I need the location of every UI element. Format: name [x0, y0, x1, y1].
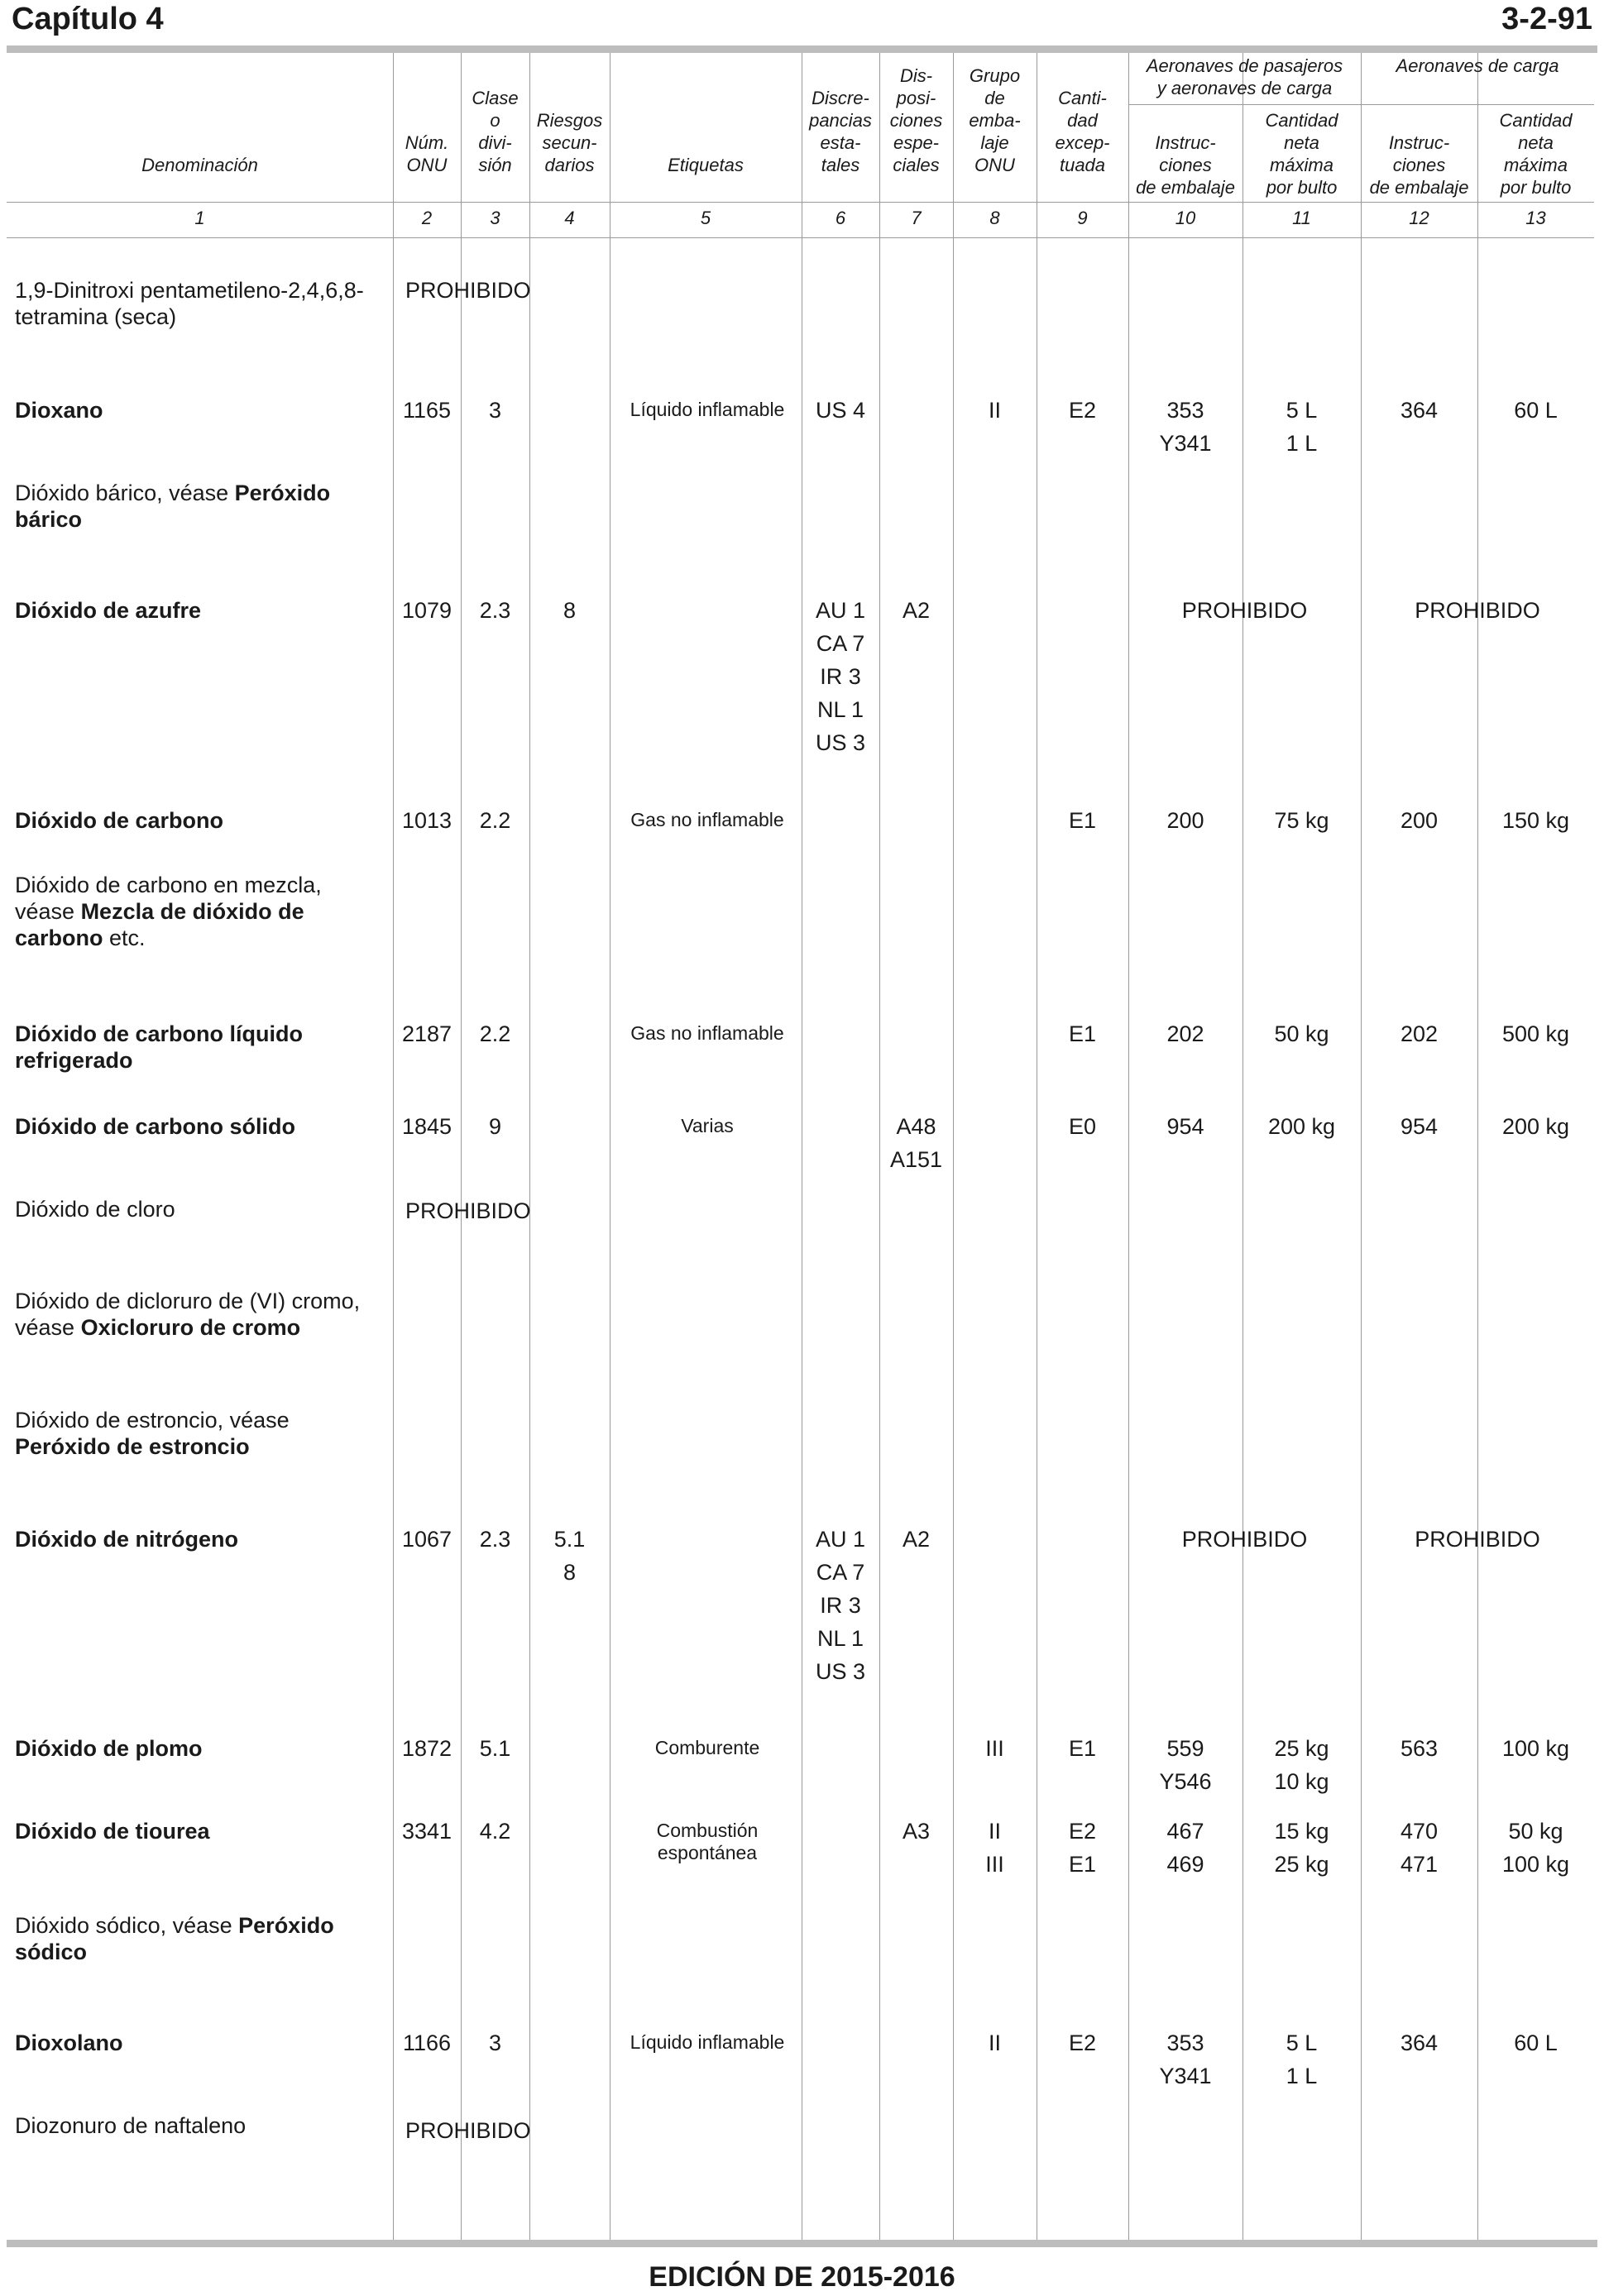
subsidiary-risk: 8	[563, 598, 577, 623]
class-division: 5.1	[479, 1736, 511, 1761]
column-divider	[1361, 53, 1362, 2240]
header-group-rule	[1128, 104, 1594, 105]
packing-instruction-pax: 467	[1166, 1819, 1204, 1844]
column-number-rule	[7, 237, 1594, 238]
max-quantity-cargo: 60 L	[1514, 2031, 1558, 2055]
column-number: 7	[911, 208, 922, 228]
max-quantity-pax: 15 kg	[1274, 1819, 1329, 1844]
column-number: 5	[700, 208, 711, 228]
excepted-quantity: E2	[1068, 398, 1097, 423]
max-quantity-cargo: 50 kg	[1508, 1819, 1563, 1844]
packing-instruction-pax: 353	[1166, 2031, 1204, 2055]
packing-instruction-cargo: 563	[1400, 1736, 1439, 1761]
max-quantity-pax: 10 kg	[1274, 1769, 1329, 1794]
class-division: 4.2	[479, 1819, 511, 1844]
special-provision: A48	[896, 1114, 936, 1139]
max-quantity-cargo: 100 kg	[1501, 1736, 1570, 1761]
subsidiary-risk: 5.1	[553, 1527, 586, 1552]
subsidiary-risk: 8	[563, 1560, 577, 1585]
label-text: Combustión espontánea	[656, 1820, 759, 1863]
onu-number: 1872	[401, 1736, 452, 1761]
packing-instruction-cargo: 470	[1400, 1819, 1439, 1844]
packing-group: III	[985, 1736, 1004, 1761]
class-division: 2.2	[479, 1021, 511, 1046]
column-divider	[1128, 53, 1129, 2240]
excepted-quantity: E0	[1068, 1114, 1097, 1139]
state-variation: AU 1	[815, 598, 866, 623]
max-quantity-cargo: 150 kg	[1501, 808, 1570, 833]
packing-group: II	[988, 398, 1001, 423]
header-discrepancias: Discre- pancias esta- tales	[809, 88, 872, 175]
max-quantity-pax: 1 L	[1286, 431, 1318, 456]
row-name: Dióxido de carbono sólido	[15, 1114, 296, 1139]
packing-group: II	[988, 1819, 1001, 1844]
column-number: 13	[1525, 208, 1546, 228]
excepted-quantity: E2	[1068, 2031, 1097, 2055]
excepted-quantity: E1	[1068, 1736, 1097, 1761]
prohibido-text: PROHIBIDO	[405, 1198, 531, 1223]
header-disposiciones: Dis- posi- ciones espe- ciales	[889, 65, 943, 175]
row-name: Dióxido de carbono	[15, 808, 224, 833]
onu-number: 1067	[401, 1527, 452, 1552]
max-quantity-pax: 1 L	[1286, 2064, 1318, 2088]
excepted-quantity: E2	[1068, 1819, 1097, 1844]
special-provision: A3	[902, 1819, 931, 1844]
packing-instruction-pax: Y546	[1159, 1769, 1212, 1794]
label-text: Líquido inflamable	[630, 2031, 785, 2053]
header-pasajeros-group: Aeronaves de pasajeros y aeronaves de carga	[1146, 55, 1343, 98]
header-denominacion: Denominación	[141, 155, 258, 175]
label-text: Gas no inflamable	[630, 809, 784, 830]
column-number: 4	[564, 208, 575, 228]
column-number: 2	[421, 208, 433, 228]
top-rule	[7, 45, 1597, 53]
special-provision: A2	[902, 1527, 931, 1552]
onu-number: 1079	[401, 598, 452, 623]
column-number: 8	[989, 208, 1000, 228]
onu-number: 3341	[401, 1819, 452, 1844]
max-quantity-pax: 200 kg	[1267, 1114, 1336, 1139]
packing-instruction-pax: Y341	[1159, 431, 1212, 456]
header-num-onu: Núm. ONU	[405, 132, 449, 175]
edition-footer: EDICIÓN DE 2015-2016	[649, 2261, 955, 2293]
header-instrucciones-pasajeros: Instruc- ciones de embalaje	[1136, 132, 1235, 198]
packing-instruction-pax: 954	[1166, 1114, 1204, 1139]
packing-instruction-cargo: 364	[1400, 2031, 1439, 2055]
prohibido-text: PROHIBIDO	[1181, 1527, 1308, 1552]
max-quantity-cargo: 200 kg	[1501, 1114, 1570, 1139]
column-divider	[1477, 53, 1478, 2240]
onu-number: 2187	[401, 1021, 452, 1046]
max-quantity-pax: 25 kg	[1274, 1852, 1329, 1877]
row-name: Dióxido de dicloruro de (VI) cromo, véase Oxicloruro de cromo	[15, 1289, 361, 1340]
header-rule	[7, 202, 1594, 203]
state-variation: IR 3	[820, 664, 861, 689]
header-etiquetas: Etiquetas	[668, 155, 744, 175]
column-number: 9	[1077, 208, 1088, 228]
column-number: 12	[1409, 208, 1429, 228]
class-division: 2.3	[479, 1527, 511, 1552]
class-division: 2.2	[479, 808, 511, 833]
header-cantidad-carga: Cantidad neta máxima por bulto	[1499, 110, 1573, 198]
column-number: 3	[490, 208, 500, 228]
chapter-title: Capítulo 4	[12, 2, 164, 36]
max-quantity-pax: 5 L	[1286, 398, 1318, 423]
class-division: 9	[488, 1114, 502, 1139]
prohibido-text: PROHIBIDO	[1415, 1527, 1540, 1552]
column-number: 11	[1292, 208, 1311, 228]
special-provision: A151	[889, 1147, 943, 1172]
max-quantity-cargo: 100 kg	[1501, 1852, 1570, 1877]
onu-number: 1845	[401, 1114, 452, 1139]
column-divider	[953, 53, 954, 2240]
label-text: Líquido inflamable	[630, 399, 785, 420]
state-variation: IR 3	[820, 1593, 861, 1618]
column-number: 10	[1175, 208, 1196, 228]
packing-instruction-pax: 353	[1166, 398, 1204, 423]
column-divider	[529, 53, 530, 2240]
packing-instruction-pax: 559	[1166, 1736, 1204, 1761]
max-quantity-pax: 5 L	[1286, 2031, 1318, 2055]
packing-group: III	[985, 1852, 1004, 1877]
state-variation: US 3	[815, 730, 866, 755]
prohibido-text: PROHIBIDO	[405, 2118, 531, 2143]
row-name: Dióxido bárico, véase Peróxido bárico	[15, 481, 331, 532]
class-division: 3	[488, 2031, 502, 2055]
column-number: 6	[835, 208, 846, 228]
row-name: Dióxido de cloro	[15, 1197, 175, 1222]
column-divider	[461, 53, 462, 2240]
column-divider	[393, 53, 394, 2240]
state-variation: CA 7	[816, 631, 865, 656]
max-quantity-pax: 75 kg	[1274, 808, 1329, 833]
row-name: 1,9-Dinitroxi pentametileno-2,4,6,8-tetramina (seca)	[15, 278, 364, 329]
excepted-quantity: E1	[1068, 1852, 1097, 1877]
packing-instruction-pax: 469	[1166, 1852, 1204, 1877]
row-name: Dióxido de nitrógeno	[15, 1527, 238, 1552]
onu-number: 1166	[402, 2031, 452, 2055]
onu-number: 1013	[401, 808, 452, 833]
row-name: Dióxido de azufre	[15, 598, 202, 623]
row-name: Dioxolano	[15, 2031, 123, 2055]
packing-instruction-pax: Y341	[1159, 2064, 1212, 2088]
header-grupo: Grupo de emba- laje ONU	[969, 65, 1021, 175]
packing-instruction-cargo: 202	[1400, 1021, 1439, 1046]
row-name: Dióxido sódico, véase Peróxido sódico	[15, 1913, 334, 1964]
packing-instruction-cargo: 364	[1400, 398, 1439, 423]
max-quantity-cargo: 60 L	[1514, 398, 1558, 423]
header-instrucciones-carga: Instruc- ciones de embalaje	[1369, 132, 1469, 198]
prohibido-text: PROHIBIDO	[1415, 598, 1540, 623]
max-quantity-pax: 50 kg	[1274, 1021, 1329, 1046]
row-name: Dióxido de carbono líquido refrigerado	[15, 1021, 303, 1073]
packing-instruction-cargo: 954	[1400, 1114, 1439, 1139]
bottom-rule	[7, 2240, 1597, 2247]
prohibido-text: PROHIBIDO	[1181, 598, 1308, 623]
special-provision: A2	[902, 598, 931, 623]
state-variation: CA 7	[816, 1560, 865, 1585]
row-name: Dióxido de plomo	[15, 1736, 203, 1761]
packing-instruction-pax: 200	[1166, 808, 1204, 833]
row-name: Dióxido de estroncio, véase Peróxido de estroncio	[15, 1408, 290, 1459]
packing-instruction-pax: 202	[1166, 1021, 1204, 1046]
page-number: 3-2-91	[1501, 2, 1592, 36]
row-name: Dióxido de tiourea	[15, 1819, 210, 1844]
label-text: Varias	[681, 1115, 734, 1136]
prohibido-text: PROHIBIDO	[405, 278, 531, 303]
state-variation: NL 1	[816, 1626, 864, 1651]
max-quantity-pax: 25 kg	[1274, 1736, 1329, 1761]
max-quantity-cargo: 500 kg	[1501, 1021, 1570, 1046]
header-cantidad-exceptuada: Canti- dad excep- tuada	[1055, 88, 1110, 175]
label-text: Gas no inflamable	[630, 1022, 784, 1044]
header-carga-group: Aeronaves de carga	[1396, 55, 1559, 76]
state-variation: US 4	[815, 398, 866, 423]
row-name: Diozonuro de naftaleno	[15, 2113, 247, 2138]
row-name: Dióxido de carbono en mezcla, véase Mezcla de dióxido de carbono etc.	[15, 873, 322, 950]
header-riesgos: Riesgos secun- darios	[536, 110, 603, 175]
header-cantidad-pasajeros: Cantidad neta máxima por bulto	[1265, 110, 1338, 198]
class-division: 3	[488, 398, 502, 423]
state-variation: NL 1	[816, 697, 864, 722]
row-name: Dioxano	[15, 398, 103, 423]
packing-group: II	[988, 2031, 1001, 2055]
packing-instruction-cargo: 200	[1400, 808, 1439, 833]
excepted-quantity: E1	[1068, 808, 1097, 833]
header-clase: Clase o divi- sión	[472, 88, 519, 175]
class-division: 2.3	[479, 598, 511, 623]
onu-number: 1165	[402, 398, 452, 423]
excepted-quantity: E1	[1068, 1021, 1097, 1046]
column-number: 1	[194, 208, 205, 228]
state-variation: AU 1	[815, 1527, 866, 1552]
packing-instruction-cargo: 471	[1400, 1852, 1439, 1877]
label-text: Comburente	[654, 1737, 760, 1758]
state-variation: US 3	[815, 1659, 866, 1684]
